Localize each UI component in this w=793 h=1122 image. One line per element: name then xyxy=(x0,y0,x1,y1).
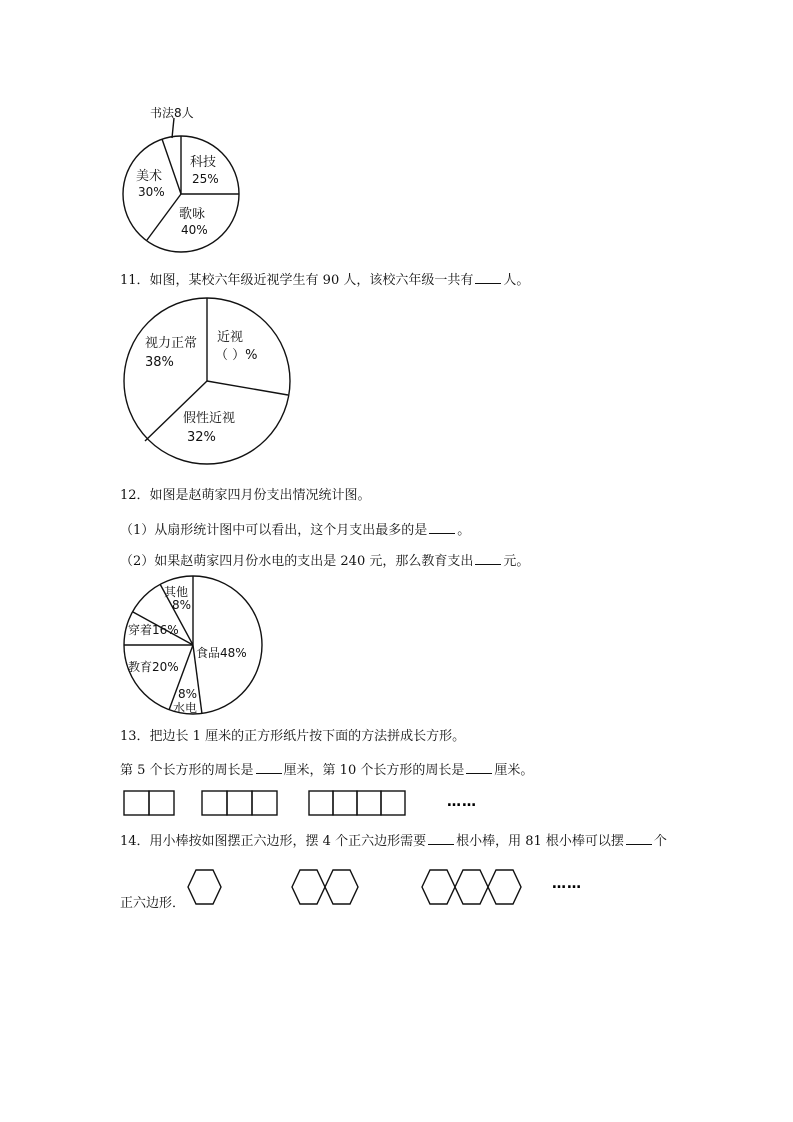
square-rectangles-figure xyxy=(120,788,490,818)
q13-blank-2[interactable] xyxy=(466,761,492,774)
edu-label: 教育20% xyxy=(128,660,179,674)
q12-part1-blank[interactable] xyxy=(429,521,455,534)
q13-title: 13．把边长 1 厘米的正方形纸片按下面的方法拼成长方形。 xyxy=(120,729,466,744)
q11-answer-blank[interactable] xyxy=(475,271,501,284)
q13-blank-1[interactable] xyxy=(256,761,282,774)
tech-pct: 25% xyxy=(192,172,219,186)
q11-text-a: 11．如图，某校六年级近视学生有 90 人，该校六年级一共有 xyxy=(120,273,474,288)
q14-blank-1[interactable] xyxy=(428,832,454,845)
myopia-pct: （ ）% xyxy=(215,348,258,363)
normal-pct: 38% xyxy=(145,355,174,370)
q14-text-c: 个 xyxy=(653,834,667,849)
q14-text-b: 根小棒，用 81 根小棒可以摆 xyxy=(456,834,624,849)
q12-part1 xyxy=(120,521,470,539)
vision-pie-chart xyxy=(115,295,295,475)
q14-text-d: 正六边形． xyxy=(120,896,186,911)
q13-dots: …… xyxy=(447,794,477,810)
art-label: 美术 xyxy=(136,169,163,184)
q12-part1-end: 。 xyxy=(457,523,471,538)
q13-text xyxy=(120,761,533,779)
expense-pie-chart xyxy=(118,574,268,719)
q11-text-b: 人。 xyxy=(503,273,530,288)
q12-title: 12．如图是赵萌家四月份支出情况统计图。 xyxy=(120,488,371,503)
singing-label: 歌咏 xyxy=(179,207,206,222)
calligraphy-label: 书法8人 xyxy=(150,106,194,120)
rectangle-4-squares xyxy=(309,791,405,815)
hexagons-figure xyxy=(180,862,600,912)
q13-text-a: 第 5 个长方形的周长是 xyxy=(120,763,254,778)
q12-part2 xyxy=(120,552,529,570)
pseudo-label: 假性近视 xyxy=(183,411,236,426)
q11-text xyxy=(120,271,529,289)
singing-pct: 40% xyxy=(181,223,208,237)
other-pct: 8% xyxy=(172,598,192,612)
q14-text-a: 14．用小棒按如图摆正六边形，摆 4 个正六边形需要 xyxy=(120,834,427,849)
q14-dots: …… xyxy=(552,876,582,892)
normal-label: 视力正常 xyxy=(145,336,198,351)
q14-text xyxy=(120,832,667,850)
other-label: 其他 xyxy=(164,585,189,599)
myopia-label: 近视 xyxy=(217,330,244,345)
rectangle-3-squares xyxy=(202,791,277,815)
q12-part1-text: （1）从扇形统计图中可以看出，这个月支出最多的是 xyxy=(120,523,428,538)
art-pct: 30% xyxy=(138,185,165,199)
hexagon-group-1 xyxy=(188,870,221,904)
q13-text-c: 厘米。 xyxy=(494,763,534,778)
q12-part2-text: （2）如果赵萌家四月份水电的支出是 240 元，那么教育支出 xyxy=(120,554,474,569)
q13-text-b: 厘米，第 10 个长方形的周长是 xyxy=(283,763,465,778)
water-pct: 8% xyxy=(178,687,198,701)
q14-blank-2[interactable] xyxy=(626,832,652,845)
water-label: 水电 xyxy=(173,701,198,715)
hexagon-group-2 xyxy=(292,870,358,904)
pseudo-pct: 32% xyxy=(187,430,216,445)
interest-pie-chart xyxy=(110,100,260,260)
hexagon-group-3 xyxy=(422,870,521,904)
q12-part2-blank[interactable] xyxy=(475,552,501,565)
cloth-label: 穿着16% xyxy=(128,623,179,637)
food-label: 食品48% xyxy=(196,646,247,660)
rectangle-2-squares xyxy=(124,791,174,815)
tech-label: 科技 xyxy=(190,155,217,170)
q12-part2-end: 元。 xyxy=(503,554,530,569)
